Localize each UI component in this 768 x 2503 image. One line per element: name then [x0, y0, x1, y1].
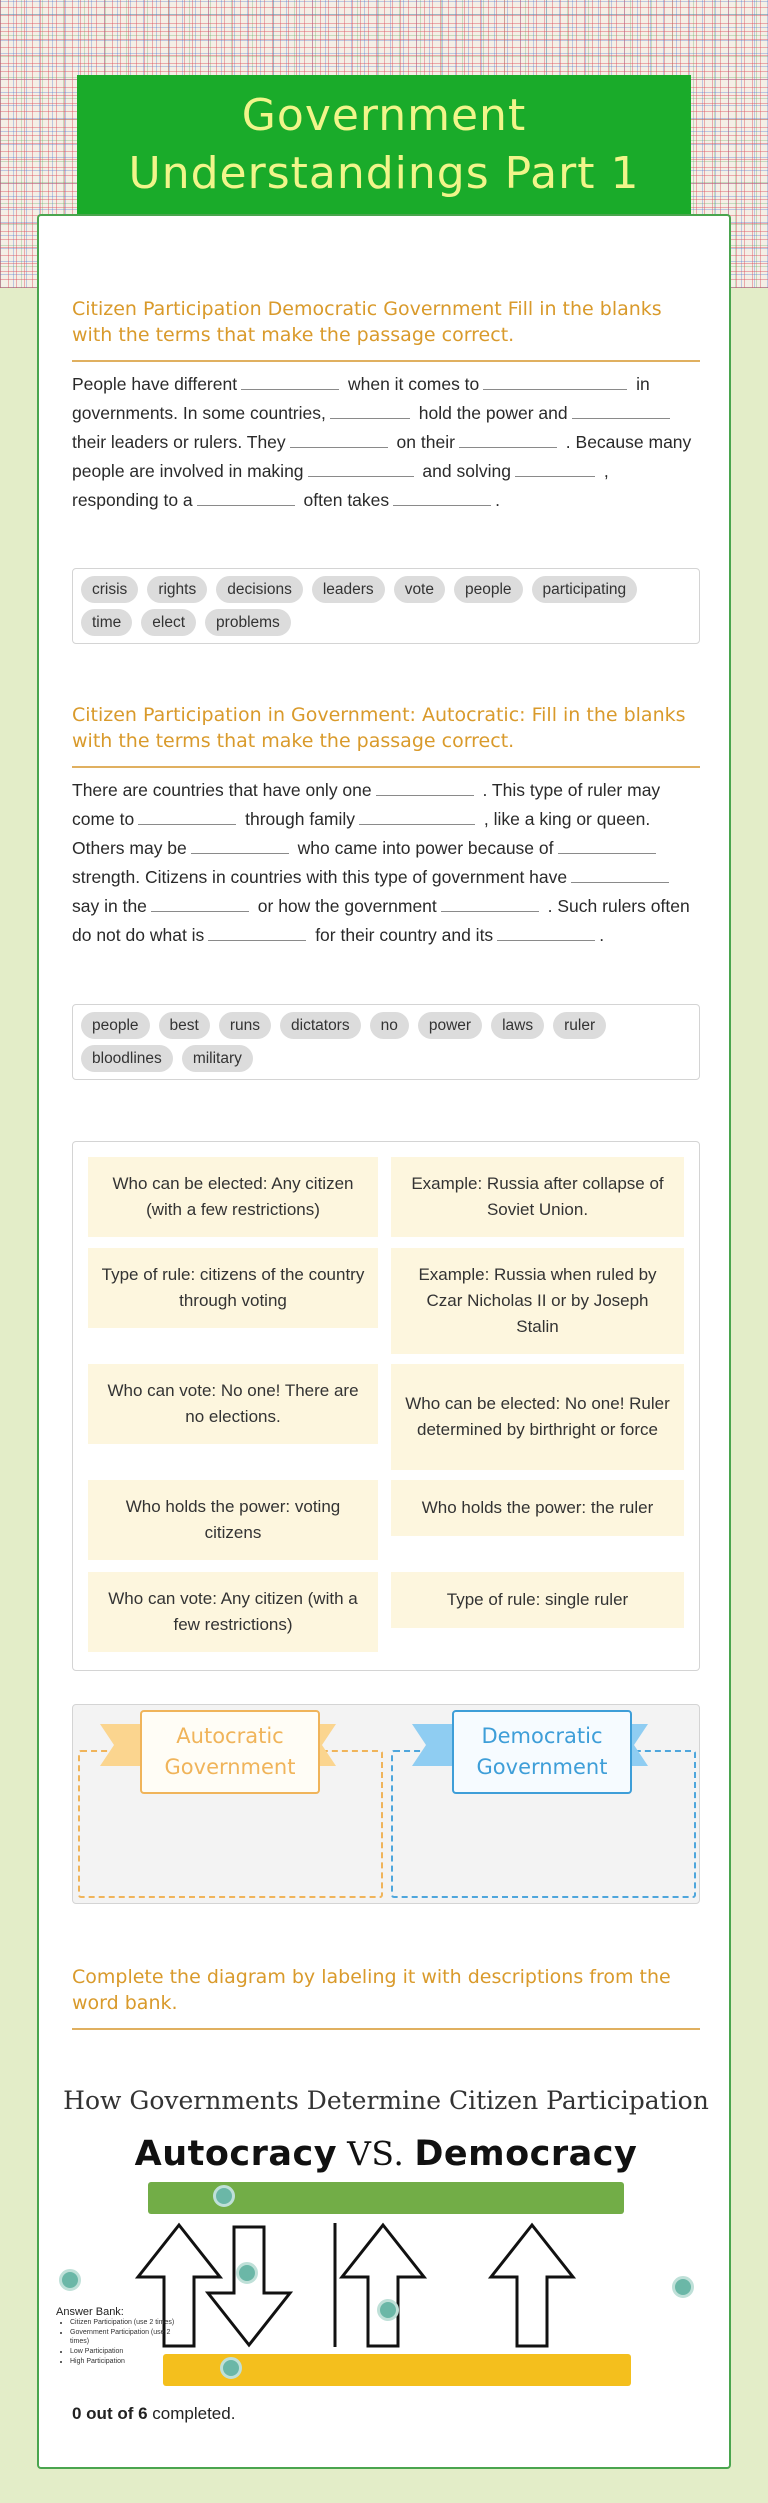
word-chip[interactable]: no	[370, 1012, 409, 1039]
blank-input[interactable]	[483, 372, 627, 390]
matching-card[interactable]: Who holds the power: the ruler	[391, 1480, 684, 1536]
word-chip[interactable]: rights	[147, 576, 207, 603]
blank-input[interactable]	[459, 430, 557, 448]
word-chip[interactable]: people	[454, 576, 523, 603]
matching-card[interactable]: Who can be elected: No one! Ruler determined by birthright or force	[391, 1364, 684, 1470]
progress-status: 0 out of 6 completed.	[72, 2404, 236, 2423]
section1-heading: Citizen Participation Democratic Government Fill in the blanks with the terms that make the passage correct.	[72, 296, 700, 362]
democratic-label: Democratic Government	[452, 1710, 632, 1794]
blank-input[interactable]	[359, 807, 475, 825]
blank-input[interactable]	[191, 836, 289, 854]
democracy-label: Democracy	[414, 2134, 638, 2174]
label-hotspot[interactable]	[236, 2262, 258, 2284]
section2-heading: Citizen Participation in Government: Autocratic: Fill in the blanks with the terms that make the passage correct.	[72, 702, 700, 768]
label-hotspot[interactable]	[59, 2269, 81, 2291]
blank-input[interactable]	[441, 894, 539, 912]
blank-input[interactable]	[558, 836, 656, 854]
worksheet-card	[37, 214, 731, 2469]
answer-bank: Answer Bank: • Citizen Participation (use 2 times) • Government Participation (use 2 times) • Low Participation • High Participation	[56, 2306, 176, 2367]
blank-input[interactable]	[208, 923, 306, 941]
matching-card[interactable]: Who can be elected: Any citizen (with a few restrictions)	[88, 1157, 378, 1237]
page-title: Government Understandings Part 1	[128, 90, 640, 199]
blank-input[interactable]	[515, 459, 595, 477]
matching-card[interactable]: Who holds the power: voting citizens	[88, 1480, 378, 1560]
diagram-title: How Governments Determine Citizen Participation	[63, 2086, 709, 2115]
matching-card[interactable]: Type of rule: single ruler	[391, 1572, 684, 1628]
word-chip[interactable]: military	[182, 1045, 253, 1072]
section2-word-bank	[72, 1004, 700, 1080]
blank-input[interactable]	[376, 778, 474, 796]
word-chip[interactable]: problems	[205, 609, 291, 636]
section2-passage: There are countries that have only one . This type of ruler may come to through family , like a king or queen. Others may be who came into power because of strength. Citizens in countries with this type of government have say in the or how the government . Such rulers often do not do what is for their country and its .	[72, 780, 690, 945]
blank-input[interactable]	[308, 459, 414, 477]
sorting-area	[72, 1704, 700, 1904]
word-chip[interactable]: time	[81, 609, 132, 636]
word-chip[interactable]: elect	[141, 609, 196, 636]
matching-card[interactable]: Example: Russia when ruled by Czar Nicholas II or by Joseph Stalin	[391, 1248, 684, 1354]
blank-input[interactable]	[497, 923, 595, 941]
diagram-heading: Complete the diagram by labeling it with descriptions from the word bank.	[72, 1964, 700, 2030]
word-chip[interactable]: runs	[219, 1012, 271, 1039]
word-chip[interactable]: vote	[394, 576, 445, 603]
word-chip[interactable]: people	[81, 1012, 150, 1039]
blank-input[interactable]	[241, 372, 339, 390]
matching-card-pool	[72, 1141, 700, 1671]
blank-input[interactable]	[151, 894, 249, 912]
label-hotspot[interactable]	[213, 2185, 235, 2207]
section1-word-bank	[72, 568, 700, 644]
word-chip[interactable]: power	[418, 1012, 482, 1039]
blank-input[interactable]	[138, 807, 236, 825]
blank-input[interactable]	[571, 865, 669, 883]
word-chip[interactable]: laws	[491, 1012, 544, 1039]
autocracy-label: Autocracy	[134, 2134, 338, 2174]
word-chip[interactable]: best	[159, 1012, 210, 1039]
word-chip[interactable]: crisis	[81, 576, 138, 603]
word-chip[interactable]: decisions	[216, 576, 303, 603]
diagram-vs-title	[39, 2134, 733, 2174]
word-chip[interactable]: participating	[532, 576, 638, 603]
matching-card[interactable]: Who can vote: No one! There are no elections.	[88, 1364, 378, 1444]
participation-arrows	[134, 2221, 614, 2351]
label-hotspot[interactable]	[220, 2357, 242, 2379]
matching-card[interactable]: Type of rule: citizens of the country through voting	[88, 1248, 378, 1328]
label-hotspot[interactable]	[672, 2276, 694, 2298]
matching-card[interactable]: Who can vote: Any citizen (with a few restrictions)	[88, 1572, 378, 1652]
blank-input[interactable]	[197, 488, 295, 506]
word-chip[interactable]: ruler	[553, 1012, 606, 1039]
title-banner	[77, 75, 691, 215]
matching-card[interactable]: Example: Russia after collapse of Soviet Union.	[391, 1157, 684, 1237]
vs-label: VS.	[347, 2134, 405, 2173]
section1-passage: People have different when it comes to in governments. In some countries, hold the power and their leaders or rulers. They on their . Because many people are involved in making and solving , responding to a often takes .	[72, 374, 692, 510]
blank-input[interactable]	[330, 401, 410, 419]
blank-input[interactable]	[290, 430, 388, 448]
autocratic-label: Autocratic Government	[140, 1710, 320, 1794]
blank-input[interactable]	[393, 488, 491, 506]
word-chip[interactable]: bloodlines	[81, 1045, 173, 1072]
blank-input[interactable]	[572, 401, 670, 419]
word-chip[interactable]: leaders	[312, 576, 385, 603]
word-chip[interactable]: dictators	[280, 1012, 361, 1039]
label-hotspot[interactable]	[377, 2299, 399, 2321]
